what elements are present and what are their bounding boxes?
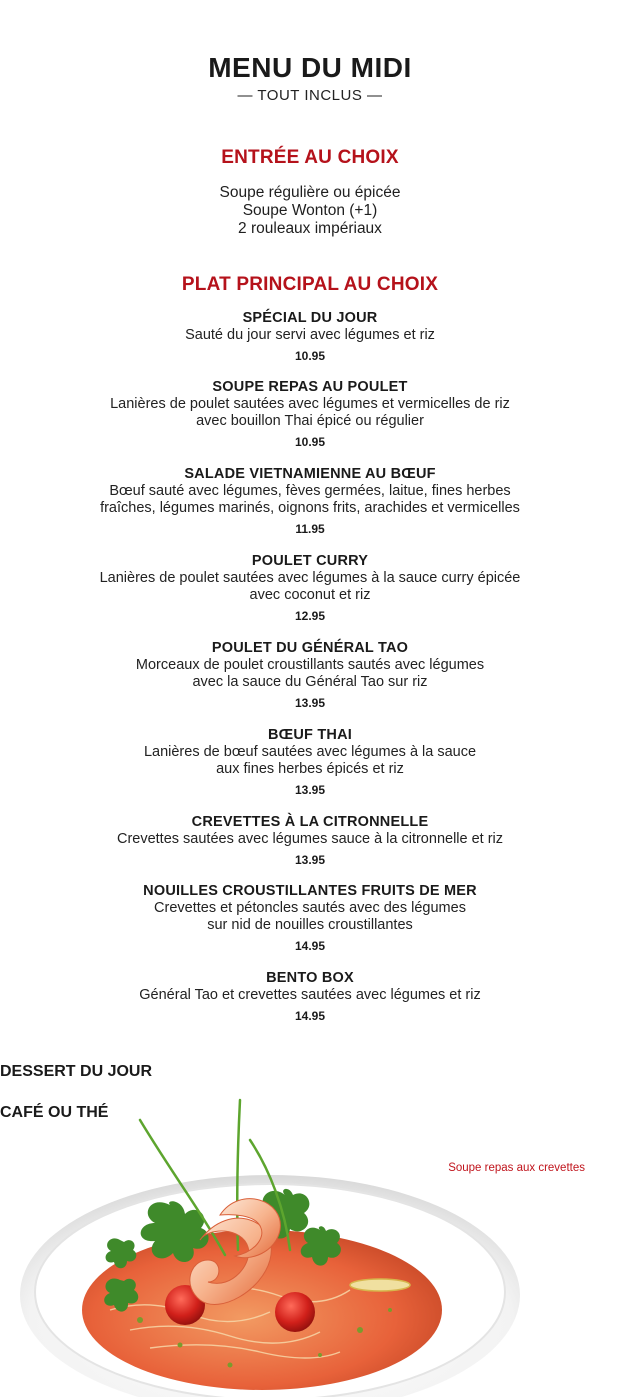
dish-name: POULET CURRY bbox=[251, 553, 369, 569]
dish-description: sur nid de nouilles croustillantes bbox=[207, 917, 413, 933]
dish-price: 10.95 bbox=[294, 349, 326, 363]
dish-description: avec coconut et riz bbox=[249, 587, 371, 603]
dish-item bbox=[0, 814, 620, 867]
dessert-label: DESSERT DU JOUR bbox=[0, 1063, 153, 1080]
dish-description: fraîches, légumes marinés, oignons frits, arachides et vermicelles bbox=[100, 500, 520, 516]
tomato-shape bbox=[275, 1292, 315, 1332]
dish-name: SOUPE REPAS AU POULET bbox=[212, 379, 408, 395]
dish-description: Lanières de bœuf sautées avec légumes à la sauce bbox=[143, 744, 477, 760]
dish-name: CREVETTES À LA CITRONNELLE bbox=[191, 814, 429, 830]
dish-description: Sauté du jour servi avec légumes et riz bbox=[185, 327, 435, 343]
drink-label: CAFÉ OU THÉ bbox=[0, 1104, 109, 1121]
dish-price: 13.95 bbox=[294, 853, 326, 867]
dish-item bbox=[0, 379, 620, 449]
dish-item bbox=[0, 727, 620, 797]
dish-name: SALADE VIETNAMIENNE AU BŒUF bbox=[184, 466, 436, 482]
dish-description: Lanières de poulet sautées avec légumes à la sauce curry épicée bbox=[99, 570, 521, 586]
dish-name: BŒUF THAI bbox=[268, 727, 352, 743]
photo-caption: Soupe repas aux crevettes bbox=[448, 1162, 585, 1174]
dish-description: Crevettes et pétoncles sautés avec des légumes bbox=[154, 900, 466, 916]
dish-item bbox=[0, 466, 620, 536]
dish-description: Lanières de poulet sautées avec légumes et vermicelles de riz bbox=[110, 396, 510, 412]
dish-item bbox=[0, 310, 620, 363]
dish-item bbox=[0, 640, 620, 710]
dish-price: 10.95 bbox=[294, 435, 326, 449]
dish-item bbox=[0, 553, 620, 623]
dish-price: 11.95 bbox=[295, 522, 325, 536]
starter-item: Soupe Wonton (+1) bbox=[242, 202, 378, 219]
menu-title: MENU DU MIDI bbox=[208, 52, 412, 83]
dish-name: BENTO BOX bbox=[266, 970, 354, 986]
dish-description: Morceaux de poulet croustillants sautés avec légumes bbox=[135, 657, 485, 673]
dish-name: NOUILLES CROUSTILLANTES FRUITS DE MER bbox=[143, 883, 477, 899]
dish-description: avec bouillon Thai épicé ou régulier bbox=[196, 413, 424, 429]
dish-price: 12.95 bbox=[294, 609, 326, 623]
mains-title: PLAT PRINCIPAL AU CHOIX bbox=[181, 274, 439, 295]
dish-item bbox=[0, 970, 620, 1023]
menu-subtitle: — TOUT INCLUS — bbox=[237, 87, 383, 104]
dish-name: SPÉCIAL DU JOUR bbox=[242, 310, 378, 326]
dish-name: POULET DU GÉNÉRAL TAO bbox=[211, 640, 409, 656]
dish-description: Général Tao et crevettes sautées avec légumes et riz bbox=[139, 987, 481, 1003]
dish-price: 13.95 bbox=[294, 783, 326, 797]
dish-description: avec la sauce du Général Tao sur riz bbox=[192, 674, 428, 690]
dish-description: Crevettes sautées avec légumes sauce à la citronnelle et riz bbox=[116, 831, 504, 847]
dish-description: Bœuf sauté avec légumes, fèves germées, laitue, fines herbes bbox=[109, 483, 511, 499]
dish-price: 14.95 bbox=[294, 939, 326, 953]
dish-description: aux fines herbes épicés et riz bbox=[216, 761, 404, 777]
dish-price: 14.95 bbox=[294, 1009, 326, 1023]
shrimp-soup-bowl-image bbox=[0, 1080, 620, 1397]
starter-item: Soupe régulière ou épicée bbox=[219, 184, 401, 201]
dish-item bbox=[0, 883, 620, 953]
starter-item: 2 rouleaux impériaux bbox=[238, 220, 382, 237]
starters-title: ENTRÉE AU CHOIX bbox=[221, 147, 399, 168]
dish-price: 13.95 bbox=[294, 696, 326, 710]
